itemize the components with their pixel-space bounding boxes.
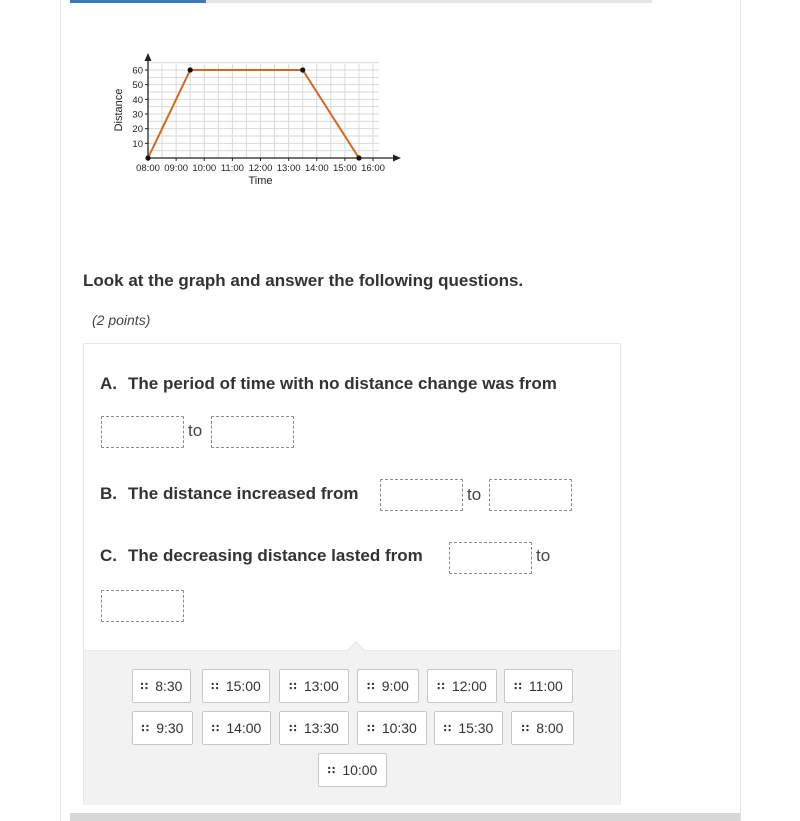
x-tick-label: 11:00 — [220, 163, 244, 174]
data-point — [145, 155, 150, 160]
choice-chip[interactable]: ∷ 9:30 — [132, 711, 193, 745]
statement-b-to: to — [467, 485, 482, 504]
choice-chip[interactable]: ∷ 15:30 — [434, 711, 503, 745]
grip-icon: ∷ — [443, 722, 451, 735]
statement-b — [100, 484, 359, 504]
distance-time-chart — [108, 50, 408, 190]
choice-chip[interactable]: ∷ 8:30 — [132, 669, 191, 703]
x-tick-label: 14:00 — [304, 163, 329, 174]
data-point — [188, 67, 193, 72]
y-tick-label: 50 — [132, 80, 143, 92]
grip-icon: ∷ — [521, 722, 529, 735]
statement-b-letter: B. — [100, 484, 117, 503]
choice-chip[interactable]: ∷ 8:00 — [511, 711, 574, 745]
y-tick-label: 10 — [132, 138, 143, 150]
statement-a-letter: A. — [100, 374, 117, 393]
grip-icon: ∷ — [367, 722, 374, 735]
statement-c-letter: C. — [100, 546, 117, 565]
grip-icon: ∷ — [141, 722, 149, 735]
y-tick-label: 30 — [132, 109, 143, 121]
y-tick-label: 60 — [132, 65, 143, 77]
grip-icon: ∷ — [289, 680, 296, 693]
x-tick-label: 09:00 — [164, 163, 189, 174]
choice-chip[interactable]: ∷ 13:30 — [279, 711, 349, 745]
grip-icon: ∷ — [211, 680, 218, 693]
question-title: Look at the graph and answer the following questions. — [83, 271, 524, 290]
grip-icon: ∷ — [140, 680, 148, 693]
statement-c-to: to — [536, 546, 551, 565]
x-tick-label: 12:00 — [248, 163, 273, 174]
x-tick-label: 08:00 — [136, 163, 160, 174]
statement-b-text: The distance increased from — [128, 484, 359, 503]
grip-icon: ∷ — [514, 680, 521, 693]
x-axis-arrow — [393, 155, 401, 162]
dropzone-b-end[interactable] — [489, 479, 572, 511]
x-axis-label: Time — [248, 175, 273, 187]
x-tick-label: 13:00 — [276, 163, 301, 174]
dropzone-a-start[interactable] — [101, 416, 184, 448]
answer-area — [83, 343, 621, 805]
bottom-bar — [70, 813, 740, 821]
dropzone-c-start[interactable] — [449, 542, 532, 574]
statement-c-text: The decreasing distance lasted from — [128, 546, 423, 565]
data-point — [356, 155, 361, 160]
choice-chip[interactable]: ∷ 15:00 — [202, 669, 270, 703]
y-axis-arrow — [145, 53, 152, 61]
dropzone-b-start[interactable] — [380, 479, 463, 511]
grip-icon: ∷ — [211, 722, 219, 735]
dropzone-a-end[interactable] — [211, 416, 294, 448]
choice-chip[interactable]: ∷ 10:00 — [318, 753, 387, 787]
y-tick-label: 40 — [132, 94, 143, 106]
choices-tray — [84, 650, 620, 805]
x-tick-label: 16:00 — [361, 163, 385, 174]
y-tick-label: 20 — [132, 124, 143, 136]
statement-a-text: The period of time with no distance change was from — [128, 374, 557, 393]
x-tick-label: 10:00 — [192, 163, 217, 174]
grip-icon: ∷ — [437, 680, 444, 693]
statement-a-to: to — [188, 421, 203, 440]
choice-chip[interactable]: ∷ 10:30 — [357, 711, 427, 745]
statement-c — [100, 546, 423, 566]
grip-icon: ∷ — [367, 680, 374, 693]
data-point — [300, 67, 305, 72]
x-tick-label: 15:00 — [332, 163, 357, 174]
choice-chip[interactable]: ∷ 14:00 — [202, 711, 271, 745]
grip-icon: ∷ — [289, 722, 296, 735]
tray-pointer-fill — [347, 643, 365, 652]
points-label: (2 points) — [92, 312, 151, 328]
choice-chip[interactable]: ∷ 11:00 — [504, 669, 573, 703]
choice-chip[interactable]: ∷ 9:00 — [357, 669, 419, 703]
statement-a — [100, 374, 557, 394]
choice-chip[interactable]: ∷ 12:00 — [427, 669, 497, 703]
choice-chip[interactable]: ∷ 13:00 — [279, 669, 349, 703]
dropzone-c-end[interactable] — [101, 590, 184, 622]
y-axis-label: Distance — [113, 88, 125, 132]
grip-icon: ∷ — [327, 764, 335, 777]
progress-indicator — [70, 0, 206, 3]
